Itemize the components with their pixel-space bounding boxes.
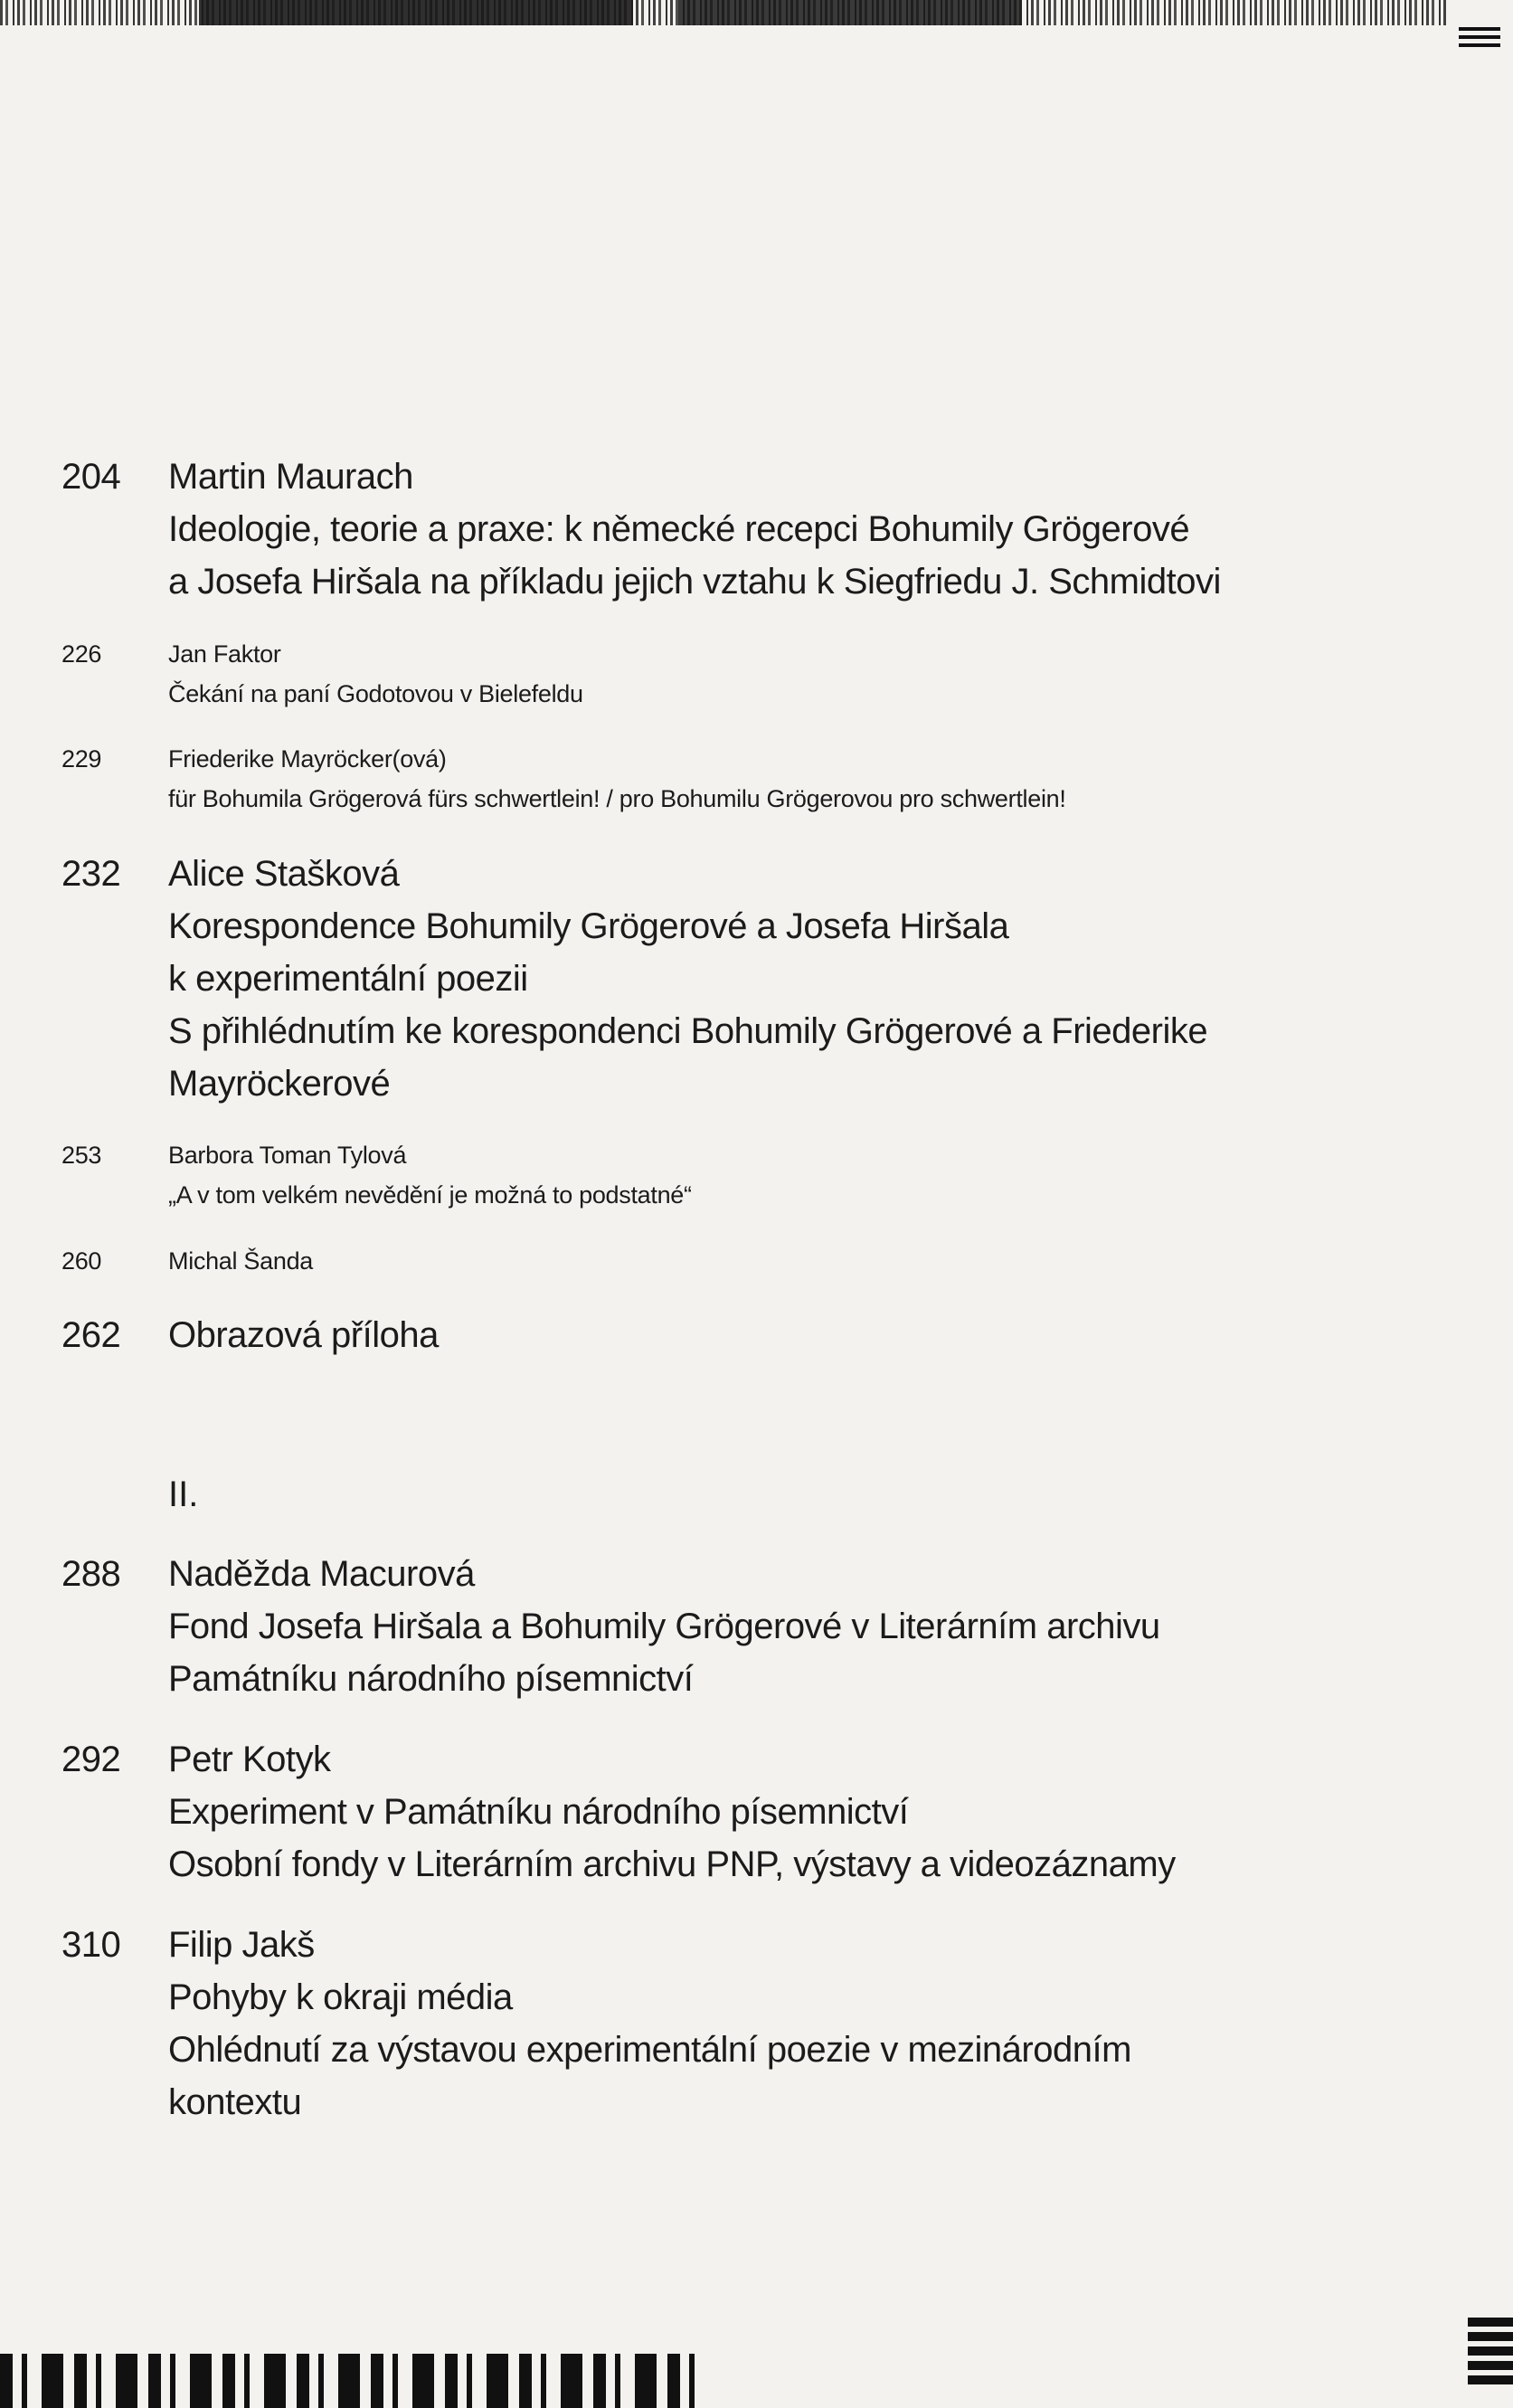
entry-author: Friederike Mayröcker(ová) (168, 745, 447, 773)
entry-title-line: Pohyby k okraji média (168, 1977, 513, 2017)
entry-title-line: Památníku národního písemnictví (168, 1659, 694, 1699)
entry-title-line: Ohlédnutí za výstavou experimentální poezie v mezinárodním (168, 2030, 1131, 2070)
entry-title-line: Ideologie, teorie a praxe: k německé recepci Bohumily Grögerové (168, 509, 1190, 549)
page-number: 310 (61, 1925, 121, 1965)
entry-title-line: Čekání na paní Godotovou v Bielefeldu (168, 680, 583, 707)
page-number: 229 (61, 745, 102, 773)
entry-title-line: Osobní fondy v Literárním archivu PNP, výstavy a videozáznamy (168, 1844, 1176, 1884)
entry-title-line: k experimentální poezii (168, 959, 528, 999)
page-number: 292 (61, 1740, 121, 1779)
entry-title-line: Korespondence Bohumily Grögerové a Josefa Hiršala (168, 906, 1009, 946)
entry-title-line: Experiment v Památníku národního písemnictví (168, 1792, 909, 1832)
entry-title-line: kontextu (168, 2082, 302, 2122)
entry-author: Naděžda Macurová (168, 1554, 475, 1594)
page-number: 288 (61, 1554, 121, 1594)
entry-author: Jan Faktor (168, 640, 281, 668)
page-number: 260 (61, 1247, 102, 1275)
entry-author: Filip Jakš (168, 1925, 315, 1965)
entry-author: Barbora Toman Tylová (168, 1142, 407, 1169)
entry-title-line: a Josefa Hiršala na příkladu jejich vztahu k Siegfriedu J. Schmidtovi (168, 562, 1221, 602)
entry-title-line: für Bohumila Grögerová fürs schwertlein! / pro Bohumilu Grögerovou pro schwertlein! (168, 785, 1066, 812)
scan-artifact-top-2 (678, 0, 1022, 25)
page-number: 204 (61, 457, 121, 497)
page-number: 232 (61, 854, 121, 894)
entry-author: Alice Stašková (168, 854, 400, 894)
entry-author: Petr Kotyk (168, 1740, 331, 1779)
entry-title-line: Mayröckerové (168, 1064, 391, 1104)
scan-barcode-bottom (0, 2354, 705, 2408)
page-number: 262 (61, 1315, 121, 1355)
page-number: 253 (61, 1142, 102, 1169)
section-label: II. (168, 1474, 199, 1514)
entry-author: Obrazová příloha (168, 1315, 439, 1355)
entry-title-line: Fond Josefa Hiršala a Bohumily Grögerové v Literárním archivu (168, 1607, 1160, 1646)
entry-title-line: S přihlédnutím ke korespondenci Bohumily Grögerové a Friederike (168, 1011, 1208, 1051)
scan-registration-mark (1459, 27, 1500, 49)
entry-author: Michal Šanda (168, 1247, 313, 1275)
scan-artifact-top (199, 0, 633, 25)
scan-registration-mark-bottom (1468, 2318, 1513, 2390)
entry-author: Martin Maurach (168, 457, 413, 497)
page-number: 226 (61, 640, 102, 668)
entry-title-line: „A v tom velkém nevědění je možná to podstatné“ (168, 1181, 692, 1209)
